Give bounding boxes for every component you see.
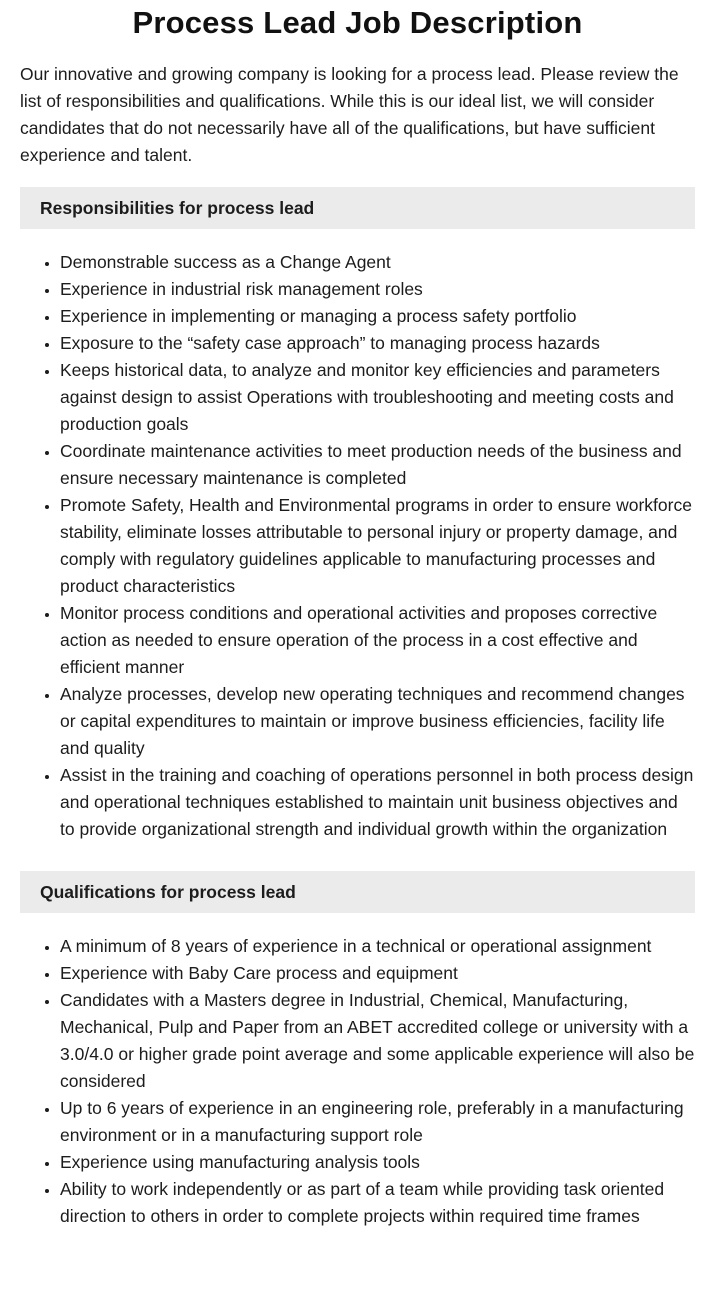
section-spacer [20, 843, 695, 853]
intro-paragraph: Our innovative and growing company is looking for a process lead. Please review the list of responsibilities and qualifications. While this is our ideal list, we will consider candidates that do not necessarily have all of the qualifications, but have sufficient experience and talent. [20, 64, 679, 165]
list-item: • Exposure to the “safety case approach” to managing process hazards [60, 330, 695, 357]
page-title: Process Lead Job Description [132, 5, 583, 40]
list-item: • Assist in the training and coaching of operations personnel in both process design and operational techniques established to maintain unit business objectives and to provide organizational strength and individual growth within the organization [60, 762, 695, 843]
list-item: • Keeps historical data, to analyze and monitor key efficiencies and parameters against design to assist Operations with troubleshooting and meeting costs and production goals [60, 357, 695, 438]
qualifications-list [20, 933, 695, 1230]
list-item: • Experience using manufacturing analysis tools [60, 1149, 695, 1176]
list-item: • Experience with Baby Care process and equipment [60, 960, 695, 987]
list-item: • Demonstrable success as a Change Agent [60, 249, 695, 276]
list-item: • Monitor process conditions and operational activities and proposes corrective action as needed to ensure operation of the process in a cost effective and efficient manner [60, 600, 695, 681]
qualifications-heading: Qualifications for process lead [20, 871, 695, 913]
list-item: • Up to 6 years of experience in an engineering role, preferably in a manufacturing environment or in a manufacturing support role [60, 1095, 695, 1149]
list-item: • Experience in implementing or managing a process safety portfolio [60, 303, 695, 330]
list-item: • Coordinate maintenance activities to meet production needs of the business and ensure necessary maintenance is completed [60, 438, 695, 492]
list-item: • Analyze processes, develop new operating techniques and recommend changes or capital expenditures to maintain or improve business efficiencies, facility life and quality [60, 681, 695, 762]
responsibilities-heading: Responsibilities for process lead [20, 187, 695, 229]
list-item: • Experience in industrial risk management roles [60, 276, 695, 303]
list-item: • Candidates with a Masters degree in Industrial, Chemical, Manufacturing, Mechanical, Pulp and Paper from an ABET accredited college or university with a 3.0/4.0 or higher grade point average and some applicable experience will also be considered [60, 987, 695, 1095]
responsibilities-list [20, 249, 695, 843]
list-item: • Ability to work independently or as part of a team while providing task oriented direction to others in order to complete projects within required time frames [60, 1176, 695, 1230]
list-item: • A minimum of 8 years of experience in a technical or operational assignment [60, 933, 695, 960]
list-item: • Promote Safety, Health and Environmental programs in order to ensure workforce stability, eliminate losses attributable to personal injury or property damage, and comply with regulatory guidelines applicable to manufacturing processes and product characteristics [60, 492, 695, 600]
